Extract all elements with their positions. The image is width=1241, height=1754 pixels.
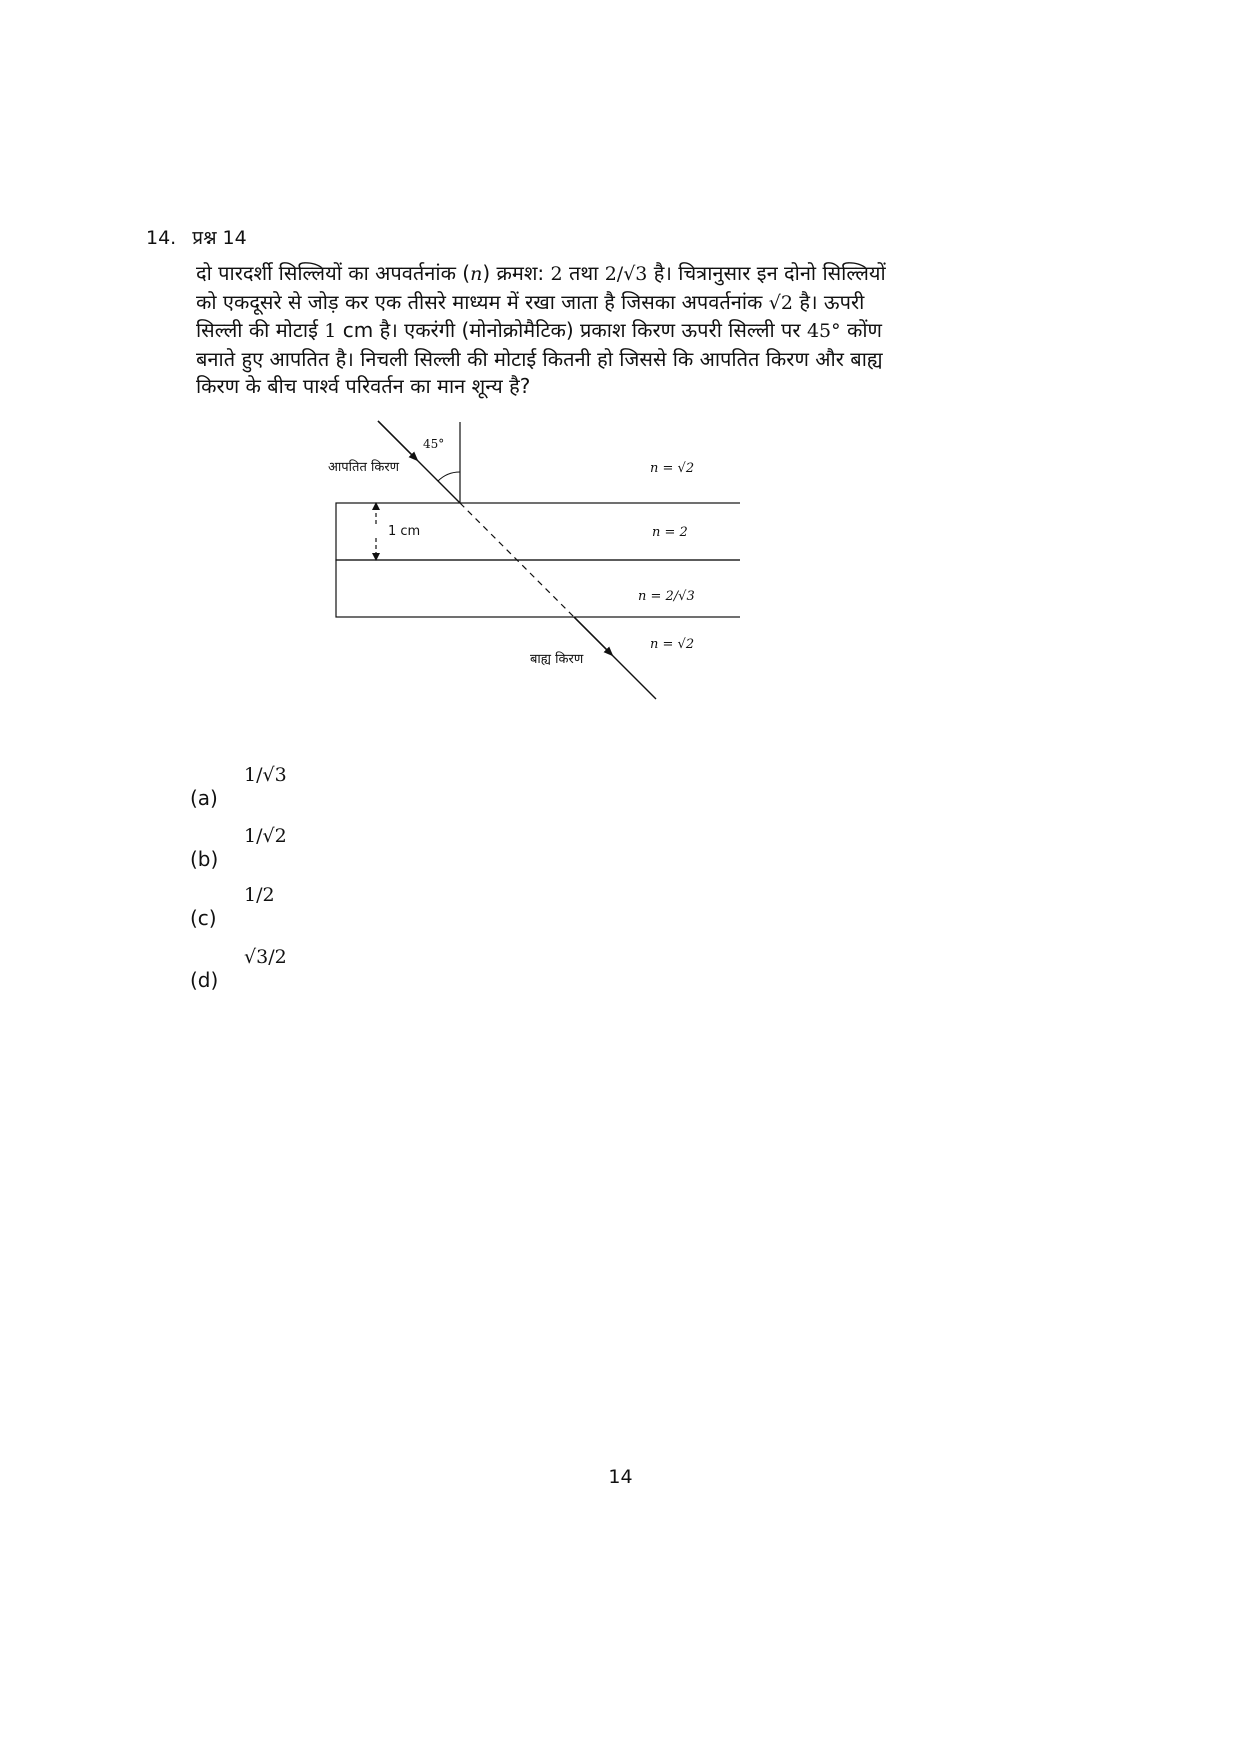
option-d-label: (d) [190, 968, 219, 992]
question-number: 14. [146, 227, 177, 249]
page-number: 14 [608, 1466, 633, 1488]
option-a-value: 1/√3 [244, 764, 287, 786]
question-header [146, 224, 257, 250]
question-text [196, 260, 896, 401]
emergent-ray-label: बाह्य किरण [530, 652, 584, 667]
thickness-label: 1 cm [388, 524, 421, 539]
refractive-index-upper-slab: n = 2 [652, 525, 688, 540]
option-a-label: (a) [190, 786, 218, 810]
incident-ray-arrow [378, 421, 417, 460]
angle-label: 45° [423, 437, 445, 451]
question-title: प्रश्न 14 [192, 227, 247, 249]
option-b-value: 1/√2 [244, 825, 287, 847]
refraction-diagram [320, 418, 740, 708]
refractive-index-top: n = √2 [650, 461, 695, 476]
question-line-3: सिल्ली की मोटाई 1 cm है। एकरंगी (मोनोक्रोमैटिक) प्रकाश किरण ऊपरी सिल्ली पर 45° कोंण [196, 318, 882, 342]
option-c-value: 1/2 [244, 884, 275, 906]
refractive-index-lower-slab: n = 2/√3 [638, 589, 695, 604]
question-line-2: को एकदूसरे से जोड़ कर एक तीसरे माध्यम में रखा जाता है जिसका अपवर्तनांक √2 है। ऊपरी [196, 289, 865, 314]
option-c-label: (c) [190, 906, 217, 930]
refractive-index-bottom: n = √2 [650, 637, 695, 652]
question-line-4: बनाते हुए आपतित है। निचली सिल्ली की मोटाई कितनी हो जिससे कि आपतित किरण और बाह्य [196, 346, 883, 371]
option-b-label: (b) [190, 847, 219, 871]
incident-ray-label: आपतित किरण [328, 460, 400, 475]
emergent-ray-arrow [574, 617, 612, 655]
question-line-1: दो पारदर्शी सिल्लियों का अपवर्तनांक (n) क्रमश: 2 तथा 2/√3 है। चित्रानुसार इन दोनो सिल्लियों [196, 261, 886, 285]
angle-arc [438, 472, 460, 481]
option-d-value: √3/2 [244, 946, 287, 968]
question-line-5: किरण के बीच पार्श्व परिवर्तन का मान शून्य है? [196, 374, 531, 398]
